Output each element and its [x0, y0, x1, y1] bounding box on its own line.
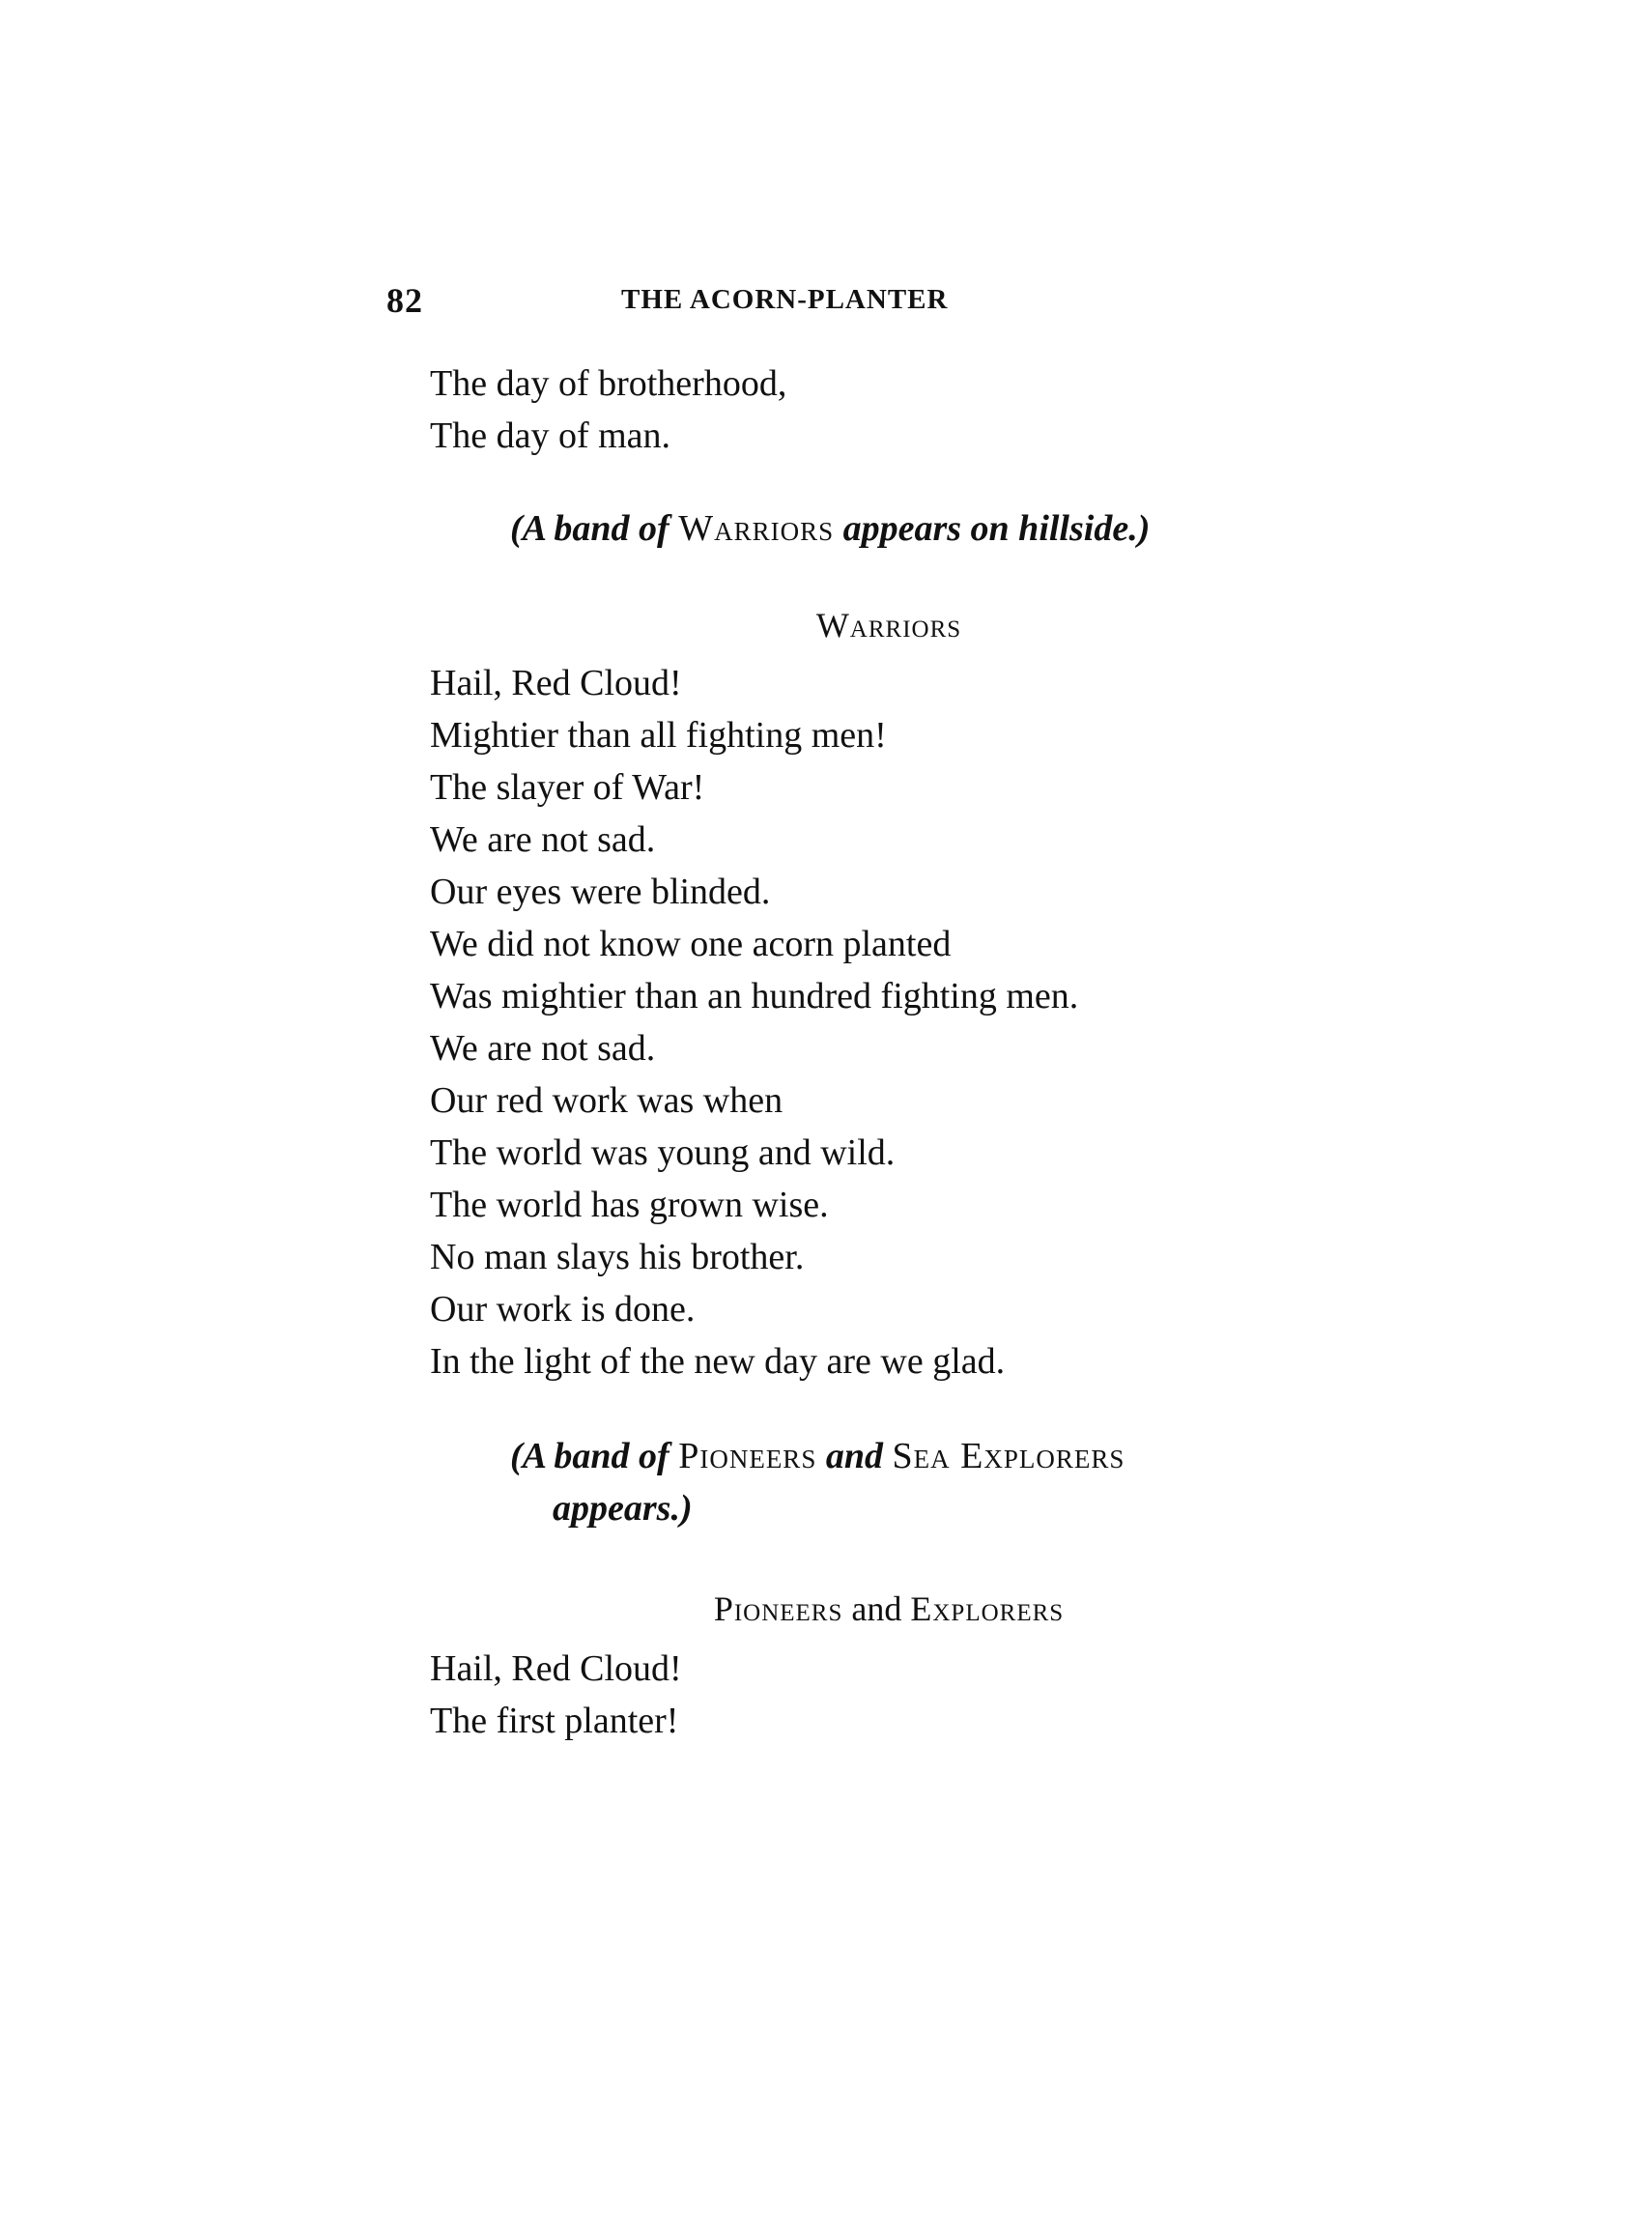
verse-line: The slayer of War! — [430, 767, 705, 808]
stage-direction-group: Warriors — [678, 508, 835, 549]
speaker-name: Pioneers — [713, 1589, 843, 1628]
stage-direction-warriors — [510, 502, 1302, 555]
speaker-heading-pioneers — [0, 1588, 1652, 1629]
stage-direction-text: (A band of — [510, 1436, 679, 1476]
stage-direction-text: appears.) — [553, 1488, 693, 1529]
verse-line: We did not know one acorn planted — [430, 924, 952, 964]
verse-line: The world has grown wise. — [430, 1185, 829, 1225]
page-number: 82 — [386, 281, 423, 320]
verse-line: We are not sad. — [430, 819, 656, 860]
verse-line: No man slays his brother. — [430, 1237, 805, 1277]
verse-line: We are not sad. — [430, 1028, 656, 1069]
verse-line: Our red work was when — [430, 1080, 783, 1121]
verse-line: The world was young and wild. — [430, 1132, 896, 1173]
stage-direction-text: and — [816, 1436, 893, 1476]
stage-direction-pioneers — [510, 1430, 1302, 1534]
speaker-heading-warriors: Warriors — [815, 606, 962, 644]
verse-stanza-opening — [430, 358, 1299, 462]
verse-line: The first planter! — [430, 1701, 679, 1741]
verse-line: The day of man. — [430, 415, 671, 456]
stage-direction-group: Pioneers — [678, 1436, 817, 1476]
stage-direction-group: Sea Explorers — [892, 1436, 1125, 1476]
verse-line: The day of brotherhood, — [430, 363, 787, 404]
verse-line: In the light of the new day are we glad. — [430, 1341, 1006, 1382]
stage-direction-text: appears on hillside.) — [834, 508, 1151, 549]
running-head — [386, 280, 1043, 329]
verse-line: Hail, Red Cloud! — [430, 1648, 682, 1689]
verse-line: Our work is done. — [430, 1289, 696, 1330]
speaker-conjunction: and — [842, 1589, 911, 1628]
verse-line: Our eyes were blinded. — [430, 872, 771, 912]
verse-line: Was mightier than an hundred fighting men. — [430, 976, 1079, 1016]
book-title: THE ACORN-PLANTER — [621, 284, 949, 315]
verse-stanza-warriors — [430, 657, 1299, 1388]
verse-line: Hail, Red Cloud! — [430, 663, 682, 703]
verse-line: Mightier than all fighting men! — [430, 715, 887, 756]
speaker-name: Explorers — [910, 1589, 1065, 1628]
stage-direction-text: (A band of — [510, 508, 679, 549]
verse-stanza-pioneers — [430, 1643, 1299, 1747]
